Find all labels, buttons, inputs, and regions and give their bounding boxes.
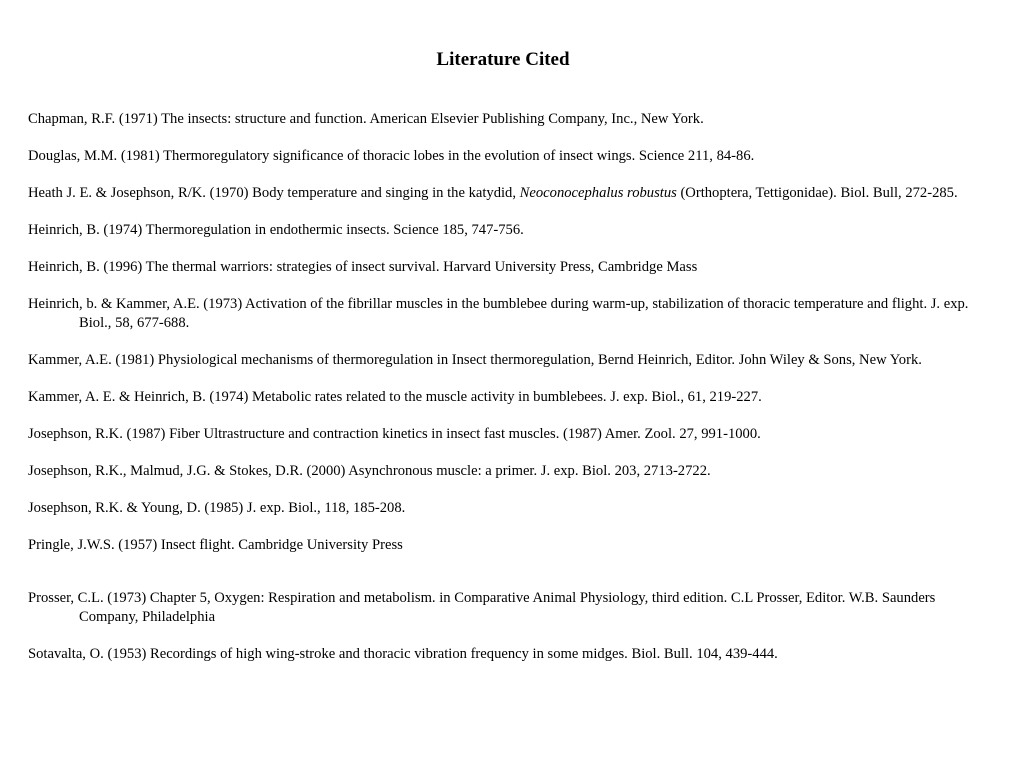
reference-entry (28, 258, 988, 277)
reference-text: Pringle, J.W.S. (1957) Insect flight. Cambridge University Press (28, 537, 403, 553)
reference-text: Josephson, R.K., Malmud, J.G. & Stokes, D.R. (2000) Asynchronous muscle: a primer. J. exp. Biol. 203, 2713-2722. (28, 463, 711, 479)
reference-entry (28, 351, 988, 370)
reference-entry (28, 147, 988, 166)
reference-text: Josephson, R.K. & Young, D. (1985) J. exp. Biol., 118, 185-208. (28, 500, 406, 516)
reference-entry (28, 295, 988, 333)
reference-list (28, 110, 988, 682)
page-title: Literature Cited (436, 49, 570, 70)
reference-entry (28, 425, 988, 444)
reference-text: (Orthoptera, Tettigonidae). Biol. Bull, 272-285. (676, 185, 958, 201)
reference-text: Kammer, A. E. & Heinrich, B. (1974) Metabolic rates related to the muscle activity in bumblebees. J. exp. Biol., 61, 219-227. (28, 389, 762, 405)
reference-text: Heinrich, B. (1974) Thermoregulation in endothermic insects. Science 185, 747-756. (28, 222, 524, 238)
reference-text: Heinrich, b. & Kammer, A.E. (1973) Activation of the fibrillar muscles in the bumblebee during warm-up, stabilization of thoracic temperature and flight. J. exp. Biol., 58, 677-688. (28, 296, 969, 331)
reference-text: Chapman, R.F. (1971) The insects: structure and function. American Elsevier Publishing Company, Inc., New York. (28, 111, 704, 127)
reference-italic-text: Neoconocephalus robustus (519, 185, 677, 201)
reference-entry (28, 221, 988, 240)
reference-text: Heinrich, B. (1996) The thermal warriors: strategies of insect survival. Harvard University Press, Cambridge Mass (28, 259, 698, 275)
reference-text: Sotavalta, O. (1953) Recordings of high wing-stroke and thoracic vibration frequency in some midges. Biol. Bull. 104, 439-444. (28, 646, 778, 662)
reference-text: Josephson, R.K. (1987) Fiber Ultrastructure and contraction kinetics in insect fast muscles. (1987) Amer. Zool. 27, 991-1000. (28, 426, 761, 442)
reference-entry (28, 536, 988, 555)
reference-entry (28, 589, 988, 627)
reference-text: Heath J. E. & Josephson, R/K. (1970) Body temperature and singing in the katydid, (28, 185, 520, 201)
reference-entry (28, 499, 988, 518)
reference-text: Prosser, C.L. (1973) Chapter 5, Oxygen: Respiration and metabolism. in Comparative Animal Physiology, third edition. C.L Prosser, Editor. W.B. Saunders Company, Philadelphia (28, 590, 936, 625)
reference-entry (28, 184, 988, 203)
reference-entry (28, 462, 988, 481)
reference-text: Kammer, A.E. (1981) Physiological mechanisms of thermoregulation in Insect thermoregulation, Bernd Heinrich, Editor. John Wiley & Sons, New York. (28, 352, 922, 368)
reference-entry (28, 645, 988, 664)
reference-text: Douglas, M.M. (1981) Thermoregulatory significance of thoracic lobes in the evolution of insect wings. Science 211, 84-86. (28, 148, 755, 164)
reference-entry (28, 110, 988, 129)
reference-entry (28, 388, 988, 407)
